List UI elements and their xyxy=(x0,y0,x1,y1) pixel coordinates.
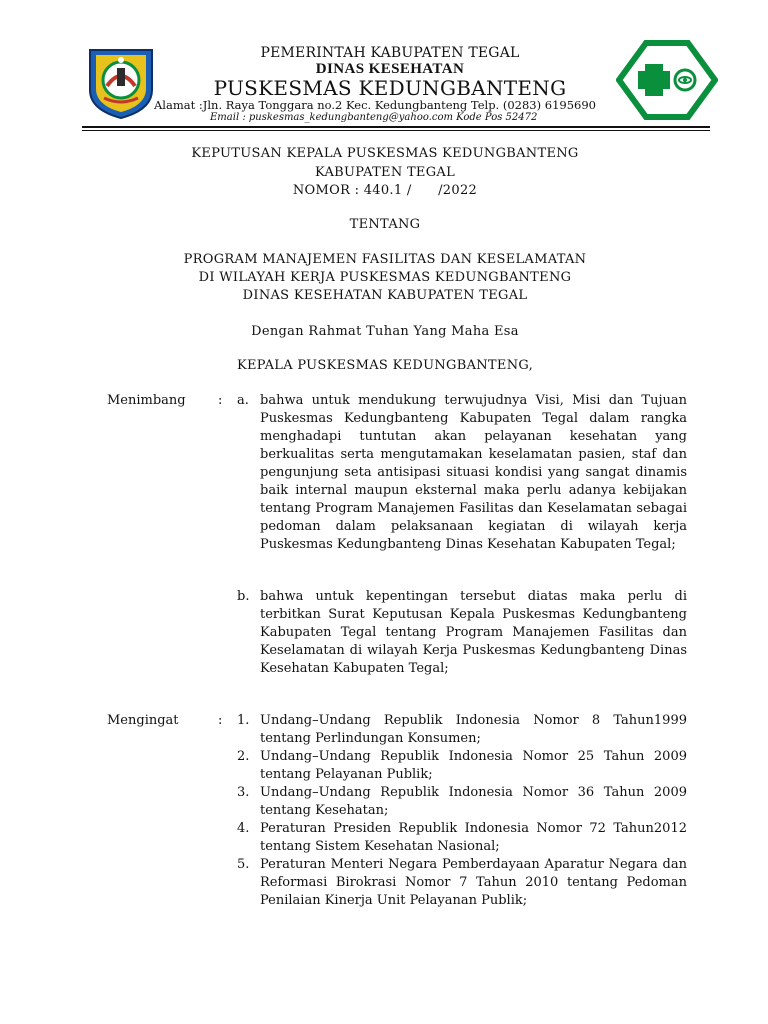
decree-subject-line-1: PROGRAM MANAJEMEN FASILITAS DAN KESELAMATAN xyxy=(183,252,587,267)
letterhead-email: Email : puskesmas_kedungbanteng@yahoo.com Kode Pos 52472 xyxy=(210,112,538,123)
menimbang-label: Menimbang xyxy=(107,393,186,408)
mengingat-item-2-marker: 2. xyxy=(237,749,250,764)
decree-regency: KABUPATEN TEGAL xyxy=(314,165,456,180)
mengingat-label: Mengingat xyxy=(107,713,179,728)
mengingat-colon: : xyxy=(218,713,223,728)
puskesmas-logo-icon xyxy=(616,40,718,120)
letterhead-government: PEMERINTAH KABUPATEN TEGAL xyxy=(260,45,520,61)
mengingat-item-2-text: Undang–Undang Republik Indonesia Nomor 25 Tahun 2009 tentang Pelayanan Publik; xyxy=(260,749,687,782)
mengingat-item-3-marker: 3. xyxy=(237,785,250,800)
decree-about: TENTANG xyxy=(349,217,421,232)
menimbang-colon: : xyxy=(218,393,223,408)
menimbang-item-a-marker: a. xyxy=(237,393,249,408)
mengingat-item-3-text: Undang–Undang Republik Indonesia Nomor 36 Tahun 2009 tentang Kesehatan; xyxy=(260,785,687,818)
mengingat-item-5-text: Peraturan Menteri Negara Pemberdayaan Aparatur Negara dan Reformasi Birokrasi Nomor 7 Tahun 2010 tentang Pedoman Penilaian Kinerja Unit Pelayanan Publik; xyxy=(260,857,687,908)
letterhead-institution: PUSKESMAS KEDUNGBANTENG xyxy=(213,76,567,100)
letterhead-department: DINAS KESEHATAN xyxy=(315,61,465,77)
menimbang-item-a-text: bahwa untuk mendukung terwujudnya Visi, Misi dan Tujuan Puskesmas Kedungbanteng Kabupaten Tegal dalam rangka menghadapi tuntutan akan pelayanan kesehatan yang berkualitas serta mengutamakan keselamatan pasien, staf dan pengunjung seta antisipasi situasi kondisi yang sangat dinamis baik internal maupun eksternal maka perlu adanya kebijakan tentang Program Manajemen Fasilitas dan Keselamatan sebagai pedoman dalam pelaksanaan kegiatan di wilayah kerja Puskesmas Kedungbanteng Dinas Kesehatan Kabupaten Tegal; xyxy=(260,393,687,552)
mengingat-item-1-text: Undang–Undang Republik Indonesia Nomor 8 Tahun1999 tentang Perlindungan Konsumen; xyxy=(260,713,687,746)
menimbang-item-b-marker: b. xyxy=(237,589,250,604)
letterhead-divider-thin xyxy=(82,130,710,131)
letterhead-divider xyxy=(82,126,710,128)
mengingat-item-4-marker: 4. xyxy=(237,821,250,836)
letterhead-address: Alamat :Jln. Raya Tonggara no.2 Kec. Kedungbanteng Telp. (0283) 6195690 xyxy=(154,98,596,112)
mengingat-item-5-marker: 5. xyxy=(237,857,250,872)
decree-subject-line-2: DI WILAYAH KERJA PUSKESMAS KEDUNGBANTENG xyxy=(198,270,572,285)
decree-number: NOMOR : 440.1 / /2022 xyxy=(292,183,478,198)
regency-emblem-icon xyxy=(84,46,158,120)
decree-blessing: Dengan Rahmat Tuhan Yang Maha Esa xyxy=(251,324,519,339)
decree-title: KEPUTUSAN KEPALA PUSKESMAS KEDUNGBANTENG xyxy=(191,146,579,161)
mengingat-item-1-marker: 1. xyxy=(237,713,250,728)
decree-subject-line-3: DINAS KESEHATAN KABUPATEN TEGAL xyxy=(242,288,528,303)
decree-authority: KEPALA PUSKESMAS KEDUNGBANTENG, xyxy=(236,358,534,373)
mengingat-item-4-text: Peraturan Presiden Republik Indonesia Nomor 72 Tahun2012 tentang Sistem Kesehatan Nasional; xyxy=(260,821,687,854)
menimbang-item-b-text: bahwa untuk kepentingan tersebut diatas maka perlu di terbitkan Surat Keputusan Kepala Puskesmas Kedungbanteng Kabupaten Tegal tentang Program Manajemen Fasilitas dan Keselamatan di wilayah Kerja Puskesmas Kedungbanteng Dinas Kesehatan Kabupaten Tegal; xyxy=(260,589,687,676)
